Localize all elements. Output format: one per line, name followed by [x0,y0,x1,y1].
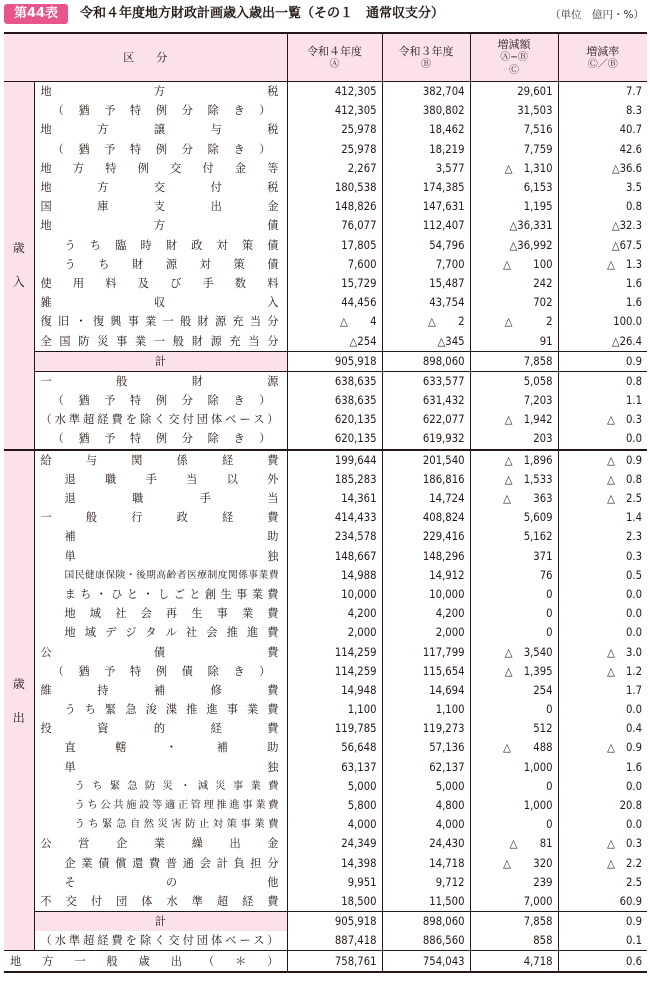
table-row [4,912,647,932]
value-r4: 2,000 [287,623,382,642]
value-r3: 24,430 [382,834,470,853]
table-row [4,796,647,815]
value-diff: 0 [470,623,558,642]
value-r3: 18,219 [382,140,470,159]
value-diff: 1,000 [470,758,558,777]
row-label: その他 [34,873,287,892]
row-label: 一般行政経費 [34,508,287,527]
value-diff: 29,601 [470,82,558,102]
value-r4: △254 [287,331,382,351]
value-diff: 5,162 [470,527,558,546]
col-header-r4: 令和４年度 Ⓐ [287,33,382,82]
value-r4: 15,729 [287,274,382,293]
table-row [4,681,647,700]
value-rate: 0.8 [625,200,642,214]
value-rate: 3.5 [625,181,642,195]
table-row [4,585,647,604]
value-r3: 18,462 [382,120,470,139]
table-row [4,566,647,585]
row-label: 計 [34,912,287,932]
value-diff: 31,503 [470,101,558,120]
value-r3: 15,487 [382,274,470,293]
value-r4: 638,635 [287,371,382,391]
value-rate: 20.8 [619,799,642,813]
table-row [4,159,647,178]
value-r3: 754,043 [382,951,470,972]
value-r4: 5,800 [287,796,382,815]
value-r4: 758,761 [287,951,382,972]
col-header-rate: 増減率 Ⓒ／Ⓑ [558,33,647,82]
row-label: 地方税 [34,82,287,102]
value-r3: 898,060 [382,351,470,371]
value-rate: 1.6 [625,276,642,290]
value-r3: 201,540 [382,450,470,470]
value-rate: △26.4 [611,334,642,348]
section-label-revenue: 歳 入 [4,82,34,450]
table-row [4,508,647,527]
value-r4: 63,137 [287,758,382,777]
value-r4: 44,456 [287,293,382,312]
value-diff: 5,058 [470,371,558,391]
value-r4: 10,000 [287,585,382,604]
value-diff: 91 [470,331,558,351]
row-label: （猶予特例分除き） [34,429,287,449]
value-rate: 60.9 [619,894,642,908]
value-r3: 14,912 [382,566,470,585]
value-rate: 0.4 [625,722,642,736]
value-r3: △345 [382,331,470,351]
value-r4: 1,100 [287,700,382,719]
value-diff: 203 [470,429,558,449]
value-rate: 0.3 [625,549,642,563]
value-rate: 0.6 [558,951,647,972]
row-label: 不交付団体水準超経費 [34,892,287,912]
table-header [0,0,650,30]
row-label: 使用料及び手数料 [34,274,287,293]
row-label: 地方交付税 [34,178,287,197]
value-r3: 622,077 [382,410,470,429]
value-rate: △ 0.3 [607,413,642,427]
row-label: 直轄・補助 [34,738,287,757]
value-r3: 147,631 [382,197,470,216]
value-r3: 229,416 [382,527,470,546]
value-rate: 2.3 [625,530,642,544]
value-rate: 0.8 [558,371,647,391]
col-header-r3: 令和３年度 Ⓑ [382,33,470,82]
value-r3: 115,654 [382,662,470,681]
value-r4: 24,349 [287,834,382,853]
value-rate: △ 1.2 [607,664,642,678]
table-row [4,931,647,951]
value-r3: 117,799 [382,642,470,661]
value-r4: 9,951 [287,873,382,892]
value-diff: △ 1,395 [470,662,558,681]
value-rate: 0.0 [625,626,642,640]
value-r3: 1,100 [382,700,470,719]
row-label: 地方一般歳出（＊） [4,951,287,972]
value-rate: △ 0.8 [607,472,642,486]
table-row [4,120,647,139]
row-label: 給与関係経費 [34,450,287,470]
table-row [4,527,647,546]
table-row [4,892,647,912]
value-diff: △ 100 [470,255,558,274]
row-label: 地域社会再生事業費 [34,604,287,623]
value-r3: 631,432 [382,391,470,410]
value-r4: 234,578 [287,527,382,546]
budget-table [4,32,647,973]
col-header-diff: 増減額 Ⓐ−Ⓑ Ⓒ [470,33,558,82]
value-r3: 57,136 [382,738,470,757]
value-diff: 7,858 [470,351,558,371]
row-label: 単独 [34,758,287,777]
row-label: うち緊急自然災害防止対策事業費 [34,815,287,834]
table-row [4,700,647,719]
value-rate: △ 1.3 [607,257,642,271]
value-diff: △ 81 [470,834,558,853]
value-r3: 9,712 [382,873,470,892]
value-r4: 7,600 [287,255,382,274]
table-row [4,489,647,508]
row-label: （水準超経費を除く交付団体ベース） [34,410,287,429]
value-diff: 7,759 [470,140,558,159]
unit-note: （単位 億円・%） [550,9,644,21]
value-rate: 40.7 [619,123,642,137]
value-diff: 858 [470,931,558,951]
table-row [4,178,647,197]
row-label: 地方債 [34,216,287,235]
value-r4: △ 4 [287,312,382,331]
row-label: （猶予特例分除き） [34,140,287,159]
value-r3: 14,724 [382,489,470,508]
value-diff: 0 [470,604,558,623]
value-diff: 1,000 [470,796,558,815]
table-row [4,450,647,470]
value-rate: 1.6 [625,296,642,310]
table-row [4,604,647,623]
row-label: （猶予特例債除き） [34,662,287,681]
value-r4: 119,785 [287,719,382,738]
value-r3: 10,000 [382,585,470,604]
value-rate: 0.0 [625,818,642,832]
value-r4: 114,259 [287,642,382,661]
row-label: 国民健康保険・後期高齢者医療制度関係事業費 [34,566,287,585]
value-r4: 25,978 [287,140,382,159]
value-diff: 371 [470,547,558,566]
value-r3: 62,137 [382,758,470,777]
table-row [4,547,647,566]
row-label: 退職手当 [34,489,287,508]
value-rate: 0.0 [625,432,642,446]
value-diff: 7,516 [470,120,558,139]
value-diff: 242 [470,274,558,293]
value-diff: 6,153 [470,178,558,197]
table-row [4,236,647,255]
value-rate: 1.7 [625,683,642,697]
value-rate: △ 2.5 [607,492,642,506]
value-rate: △ 3.0 [607,645,642,659]
header-row [4,33,647,82]
value-r3: △ 2 [382,312,470,331]
value-rate: △67.5 [611,238,642,252]
value-diff: △ 2 [470,312,558,331]
table-row [4,312,647,331]
value-r3: 898,060 [382,912,470,932]
table-row [4,662,647,681]
value-diff: △36,331 [470,216,558,235]
value-r4: 2,267 [287,159,382,178]
table-row [4,391,647,410]
value-r4: 56,648 [287,738,382,757]
value-r4: 148,667 [287,547,382,566]
value-rate: 42.6 [619,142,642,156]
value-r3: 14,694 [382,681,470,700]
value-r4: 905,918 [287,351,382,371]
table-row [4,738,647,757]
value-r4: 199,644 [287,450,382,470]
value-rate: 1.4 [625,511,642,525]
value-r3: 2,000 [382,623,470,642]
value-r4: 4,000 [287,815,382,834]
value-r3: 5,000 [382,777,470,796]
value-r4: 638,635 [287,391,382,410]
table-row [4,371,647,391]
value-r4: 14,948 [287,681,382,700]
table-row [4,777,647,796]
table-row [4,140,647,159]
value-diff: 512 [470,719,558,738]
row-label: 国庫支出金 [34,197,287,216]
value-diff: △ 1,533 [470,470,558,489]
value-r3: 886,560 [382,931,470,951]
value-r4: 414,433 [287,508,382,527]
value-r4: 905,918 [287,912,382,932]
row-label: 単独 [34,547,287,566]
value-rate: △ 0.3 [607,837,642,851]
value-diff: 702 [470,293,558,312]
table-row [4,216,647,235]
value-rate: △ 2.2 [607,856,642,870]
value-diff: 0 [470,815,558,834]
value-diff: △ 1,942 [470,410,558,429]
value-r3: 148,296 [382,547,470,566]
table-row [4,410,647,429]
value-diff: 4,718 [470,951,558,972]
value-r3: 633,577 [382,371,470,391]
value-r3: 408,824 [382,508,470,527]
value-r3: 4,800 [382,796,470,815]
value-r3: 112,407 [382,216,470,235]
value-r4: 25,978 [287,120,382,139]
table-row [4,470,647,489]
value-rate: 0.0 [625,703,642,717]
table-row [4,719,647,738]
value-r4: 14,398 [287,854,382,873]
value-r4: 620,135 [287,410,382,429]
value-rate: 8.3 [625,104,642,118]
value-r4: 4,200 [287,604,382,623]
value-rate: 7.7 [625,85,642,99]
value-r3: 619,932 [382,429,470,449]
row-label: 公債費 [34,642,287,661]
value-r3: 382,704 [382,82,470,102]
value-diff: △ 1,310 [470,159,558,178]
row-label: 補助 [34,527,287,546]
value-r4: 148,826 [287,197,382,216]
value-diff: 7,000 [470,892,558,912]
value-r3: 3,577 [382,159,470,178]
col-header-category: 区 分 [4,33,287,82]
value-diff: 0 [470,777,558,796]
row-label: 地方譲与税 [34,120,287,139]
value-r3: 186,816 [382,470,470,489]
row-label: うち緊急防災・減災事業費 [34,777,287,796]
value-r4: 17,805 [287,236,382,255]
value-r4: 887,418 [287,931,382,951]
value-r3: 4,000 [382,815,470,834]
table-number-badge: 第44表 [4,4,68,24]
table-row [4,255,647,274]
value-diff: △ 3,540 [470,642,558,661]
value-diff: 7,203 [470,391,558,410]
table-row [4,351,647,371]
value-diff: 254 [470,681,558,700]
value-r3: 174,385 [382,178,470,197]
row-label: 公営企業繰出金 [34,834,287,853]
value-rate: 0.0 [625,779,642,793]
table-row [4,101,647,120]
row-label: 一般財源 [34,371,287,391]
value-r4: 5,000 [287,777,382,796]
table-title: 令和４年度地方財政計画歳入歳出一覧（その１ 通常収支分） [80,6,445,21]
value-diff: △36,992 [470,236,558,255]
value-rate: 0.1 [625,934,642,948]
value-diff: △ 488 [470,738,558,757]
row-label: うち公共施設等適正管理推進事業費 [34,796,287,815]
table-row [4,331,647,351]
row-label: 地域デジタル社会推進費 [34,623,287,642]
table-row [4,854,647,873]
value-rate: 0.0 [625,607,642,621]
row-label: うち緊急浚渫推進事業費 [34,700,287,719]
value-r4: 14,988 [287,566,382,585]
row-label: （猶予特例分除き） [34,391,287,410]
value-rate: 0.0 [625,587,642,601]
value-diff: 0 [470,585,558,604]
value-rate: △32.3 [611,219,642,233]
row-label: 計 [34,351,287,371]
value-r3: 14,718 [382,854,470,873]
value-r3: 11,500 [382,892,470,912]
value-r4: 412,305 [287,82,382,102]
value-rate: 0.5 [625,568,642,582]
value-diff: 239 [470,873,558,892]
row-label: 復旧・復興事業一般財源充当分 [34,312,287,331]
value-diff: 5,609 [470,508,558,527]
value-r4: 185,283 [287,470,382,489]
value-r4: 180,538 [287,178,382,197]
value-r4: 76,077 [287,216,382,235]
value-rate: △ 0.9 [607,741,642,755]
value-rate: 100.0 [613,315,642,329]
table-row [4,82,647,102]
table-row [4,623,647,642]
value-rate: △36.6 [611,161,642,175]
row-label: うち財源対策債 [34,255,287,274]
value-diff: 1,195 [470,197,558,216]
value-r3: 7,700 [382,255,470,274]
row-label: 雑収入 [34,293,287,312]
row-label: 投資的経費 [34,719,287,738]
value-r3: 43,754 [382,293,470,312]
row-label: 退職手当以外 [34,470,287,489]
value-rate: 0.9 [558,912,647,932]
value-rate: 0.9 [558,351,647,371]
value-rate: 1.6 [625,760,642,774]
value-diff: △ 1,896 [470,450,558,470]
table-body [4,82,647,972]
value-rate: 2.5 [625,875,642,889]
value-rate: 1.1 [625,394,642,408]
row-label: 全国防災事業一般財源充当分 [34,331,287,351]
row-label: うち臨時財政対策債 [34,236,287,255]
value-diff: 76 [470,566,558,585]
table-row [4,293,647,312]
value-r4: 18,500 [287,892,382,912]
row-label: 企業債償還費普通会計負担分 [34,854,287,873]
value-r4: 620,135 [287,429,382,449]
row-label: （猶予特例分除き） [34,101,287,120]
value-diff: 7,858 [470,912,558,932]
table-row [4,951,647,972]
value-r3: 380,802 [382,101,470,120]
table-row [4,197,647,216]
value-r3: 4,200 [382,604,470,623]
value-rate: △ 0.9 [558,450,647,470]
table-row [4,758,647,777]
value-diff: △ 363 [470,489,558,508]
table-row [4,834,647,853]
table-row [4,815,647,834]
value-r4: 14,361 [287,489,382,508]
value-diff: △ 320 [470,854,558,873]
section-label-expenditure: 歳 出 [4,450,34,951]
row-label: 維持補修費 [34,681,287,700]
table-row [4,429,647,449]
value-r4: 412,305 [287,101,382,120]
value-r4: 114,259 [287,662,382,681]
row-label: （水準超経費を除く交付団体ベース） [34,931,287,951]
value-diff: 0 [470,700,558,719]
row-label: まち・ひと・しごと創生事業費 [34,585,287,604]
table-row [4,642,647,661]
table-row [4,274,647,293]
value-r3: 119,273 [382,719,470,738]
table-row [4,873,647,892]
value-r3: 54,796 [382,236,470,255]
row-label: 地方特例交付金等 [34,159,287,178]
